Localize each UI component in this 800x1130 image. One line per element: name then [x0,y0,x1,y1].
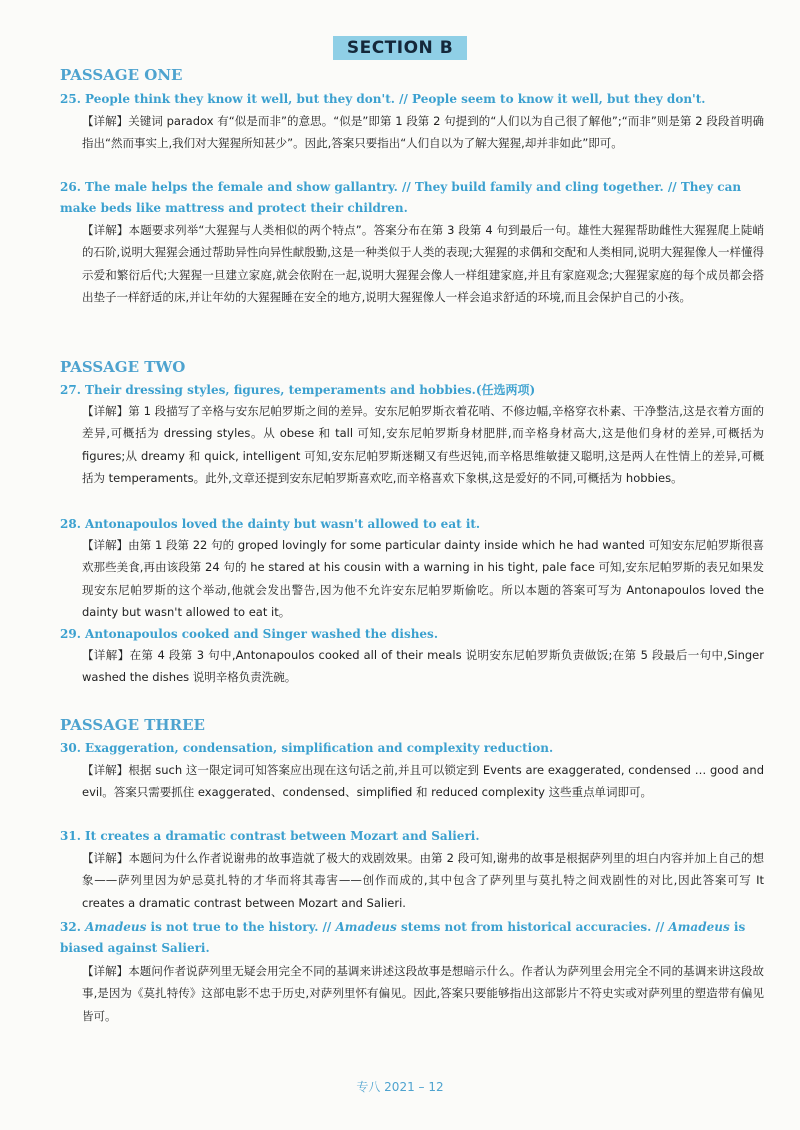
question-32-title: Amadeus [668,920,730,934]
question-32-part: 32. [60,920,86,934]
explanation-26: 【详解】本题要求列举“大猩猩与人类相似的两个特点”。答案分布在第 3 段第 4 句到最后一句。雄性大猩猩帮助雌性大猩猩爬上陡峭的石阶,说明大猩猩会通过帮助异性向异性献殷勤,这是一种类似于人类的表现;大猩猩的求偶和交配和人类相同,说明大猩猩像人一样懂得示爱和繁衍后代;大猩猩一旦建立家庭,就会依附在一起,说明大猩猩会像人一样组建家庭,并且有家庭观念;大猩猩家庭的每个成员都会搭出垫子一样舒适的床,并让年幼的大猩猩睡在安全的地方,说明大猩猩像人一样会追求舒适的环境,而且会保护自己的小孩。 [82,223,764,305]
question-32-title: Amadeus [335,920,397,934]
question-32-part: is biased against Salieri. [60,920,746,955]
section-title: SECTION B [333,36,467,60]
explanation-30: 【详解】根据 such 这一限定词可知答案应出现在这句话之前,并且可以锁定到 Events are exaggerated, condensed … good and evil。答案只需要抓住 exaggerated、condensed、simplified 和 reduced complexity 这些重点单词即可。 [82,763,764,800]
explanation-25: 【详解】关键词 paradox 有“似是而非”的意思。“似是”即第 1 段第 2 句提到的“人们以为自己很了解他”;“而非”则是第 2 段段首明确指出“然而事实上,我们对大猩猩所知甚少”。因此,答案只要指出“人们自以为了解大猩猩,却并非如此”即可。 [82,114,764,151]
explanation-31: 【详解】本题问为什么作者说谢弗的故事造就了极大的戏剧效果。由第 2 段可知,谢弗的故事是根据萨列里的坦白内容并加上自己的想象——萨列里因为妒忌莫扎特的才华而将其毒害——创作而成的,其中包含了萨列里与莫扎特之间戏剧性的对比,因此答案可写 It creates a dramatic contrast between Mozart and Salieri. [82,851,764,910]
passage-two-title: PASSAGE TWO [60,358,186,376]
question-31: 31. It creates a dramatic contrast between Mozart and Salieri. [60,829,480,843]
explanation-29: 【详解】在第 4 段第 3 句中,Antonapoulos cooked all of their meals 说明安东尼帕罗斯负责做饭;在第 5 段最后一句中,Singer washed the dishes 说明辛格负责洗碗。 [82,648,764,685]
question-32-part: is not true to the history. // [146,920,336,934]
question-25: 25. People think they know it well, but they don't. // People seem to know it well, but they don't. [60,92,706,106]
explanation-28: 【详解】由第 1 段第 22 句的 groped lovingly for some particular dainty inside which he had wanted 可知安东尼帕罗斯很喜欢那些美食,再由该段第 24 句的 he stared at his cousin with a warning in his tight, pale face 可知,安东尼帕罗斯的表兄如果发现安东尼帕罗斯的这个举动,他就会发出警告,因为他不允许安东尼帕罗斯偷吃。所以本题的答案可写为 Antonapoulos loved the dainty but wasn't allowed to eat it。 [82,538,764,620]
question-32-title: Amadeus [85,920,147,934]
passage-three-title: PASSAGE THREE [60,716,205,734]
section-header [0,36,800,60]
question-32 [60,917,764,959]
question-26: 26. The male helps the female and show gallantry. // They build family and cling together. // They can make beds like mattress and protect their children. [60,180,742,215]
explanation-32: 【详解】本题问作者说萨列里无疑会用完全不同的基调来讲述这段故事是想暗示什么。作者认为萨列里会用完全不同的基调来讲这段故事,是因为《莫扎特传》这部电影不忠于历史,对萨列里怀有偏见。因此,答案只要能够指出这部影片不符史实或对萨列里的塑造带有偏见皆可。 [82,964,764,1023]
question-28: 28. Antonapoulos loved the dainty but wasn't allowed to eat it. [60,517,481,531]
question-32-part: stems not from historical accuracies. // [396,920,669,934]
question-29: 29. Antonapoulos cooked and Singer washed the dishes. [60,627,438,641]
page-footer: 专八 2021 – 12 [356,1080,444,1094]
question-30: 30. Exaggeration, condensation, simplification and complexity reduction. [60,741,554,755]
passage-one-title: PASSAGE ONE [60,66,183,84]
explanation-27: 【详解】第 1 段描写了辛格与安东尼帕罗斯之间的差异。安东尼帕罗斯衣着花哨、不修边幅,辛格穿衣朴素、干净整洁,这是衣着方面的差异,可概括为 dressing styles。从 obese 和 tall 可知,安东尼帕罗斯身材肥胖,而辛格身材高大,这是他们身材的差异,可概括为 figures;从 dreamy 和 quick, intelligent 可知,安东尼帕罗斯迷糊又有些迟钝,而辛格思维敏捷又聪明,这是两人在性情上的差异,可概括为 temperaments。此外,文章还提到安东尼帕罗斯喜欢吃,而辛格喜欢下象棋,这是爱好的不同,可概括为 hobbies。 [82,404,764,486]
question-27: 27. Their dressing styles, figures, temperaments and hobbies.(任选两项) [60,383,536,397]
